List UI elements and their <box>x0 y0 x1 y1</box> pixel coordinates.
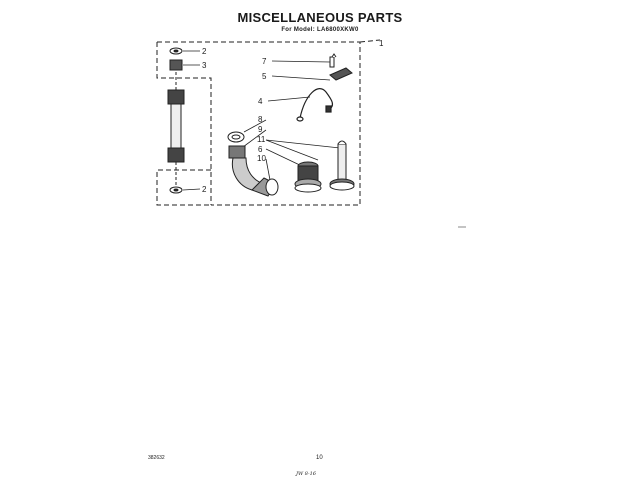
callout-7: 7 <box>262 57 267 66</box>
callout-1: 1 <box>379 39 384 48</box>
callout-6: 6 <box>258 145 263 154</box>
hose-coupling-upper <box>168 90 184 104</box>
callout-11: 11 <box>257 135 266 144</box>
clip-part <box>330 54 336 67</box>
left-hose-assembly <box>168 48 184 193</box>
hose-coupling-lower <box>168 148 184 162</box>
bracket-part <box>330 68 352 80</box>
document-number: 382632 <box>148 455 165 461</box>
handwritten-note: JW 8-16 <box>296 471 316 477</box>
callout-2: 2 <box>202 185 207 194</box>
page-number: 10 <box>316 455 323 461</box>
model-line: For Model: LA6800XKW0 <box>281 27 359 33</box>
callout-3: 3 <box>202 61 207 70</box>
callout-2: 2 <box>202 47 207 56</box>
hose-connector <box>229 146 245 158</box>
callout-5: 5 <box>262 72 267 81</box>
agitator-post-part <box>330 141 354 190</box>
callout-9: 9 <box>258 125 263 134</box>
wire-harness <box>297 89 332 121</box>
fitting-top <box>170 60 182 70</box>
callout-8: 8 <box>258 115 263 124</box>
callout-10: 10 <box>257 154 266 163</box>
hose-body <box>171 104 181 148</box>
pump-cylinder-part <box>295 162 321 192</box>
callout-labels <box>202 39 384 194</box>
callout-4: 4 <box>258 97 263 106</box>
page-title: MISCELLANEOUS PARTS <box>237 10 403 25</box>
hose-clamp <box>266 179 278 195</box>
